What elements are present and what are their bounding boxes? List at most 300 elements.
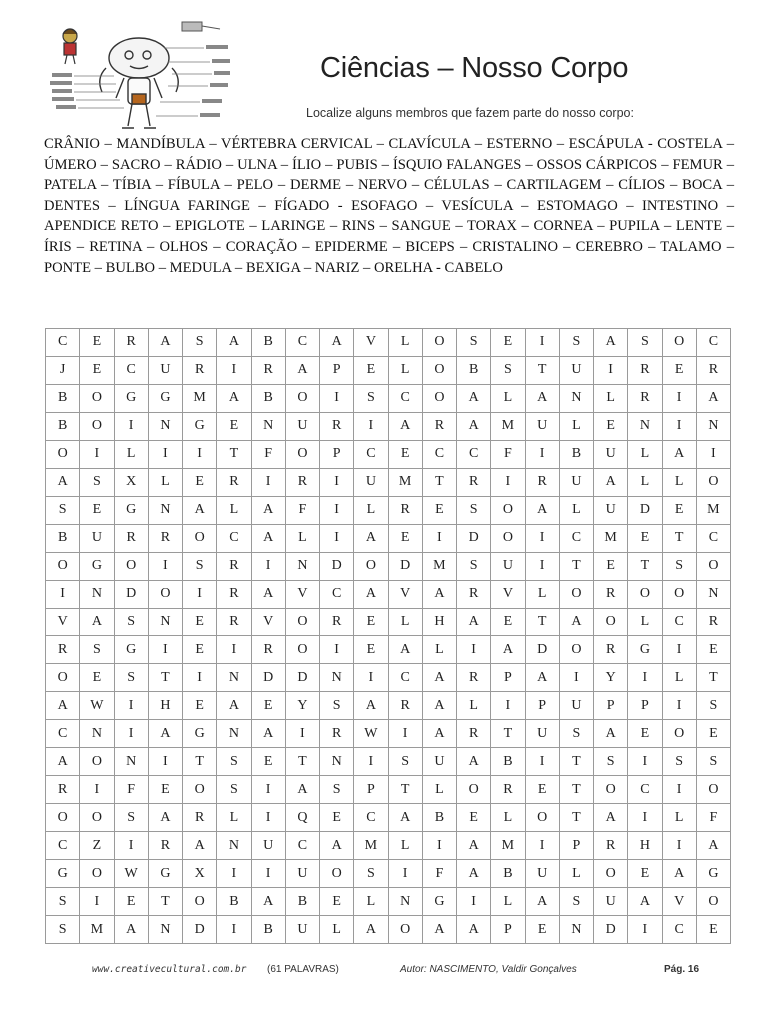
grid-cell[interactable]: A	[354, 916, 388, 944]
grid-cell[interactable]: A	[559, 608, 593, 636]
grid-cell[interactable]: L	[422, 636, 456, 664]
grid-cell[interactable]: A	[46, 468, 80, 496]
grid-cell[interactable]: I	[251, 860, 285, 888]
grid-cell[interactable]: H	[148, 692, 182, 720]
grid-cell[interactable]: A	[388, 804, 422, 832]
grid-cell[interactable]: A	[662, 860, 696, 888]
grid-cell[interactable]: E	[457, 804, 491, 832]
grid-cell[interactable]: C	[217, 524, 251, 552]
grid-cell[interactable]: U	[594, 888, 628, 916]
grid-cell[interactable]: L	[559, 496, 593, 524]
grid-cell[interactable]: O	[46, 440, 80, 468]
grid-cell[interactable]: G	[628, 636, 662, 664]
grid-cell[interactable]: I	[320, 524, 354, 552]
grid-cell[interactable]: P	[491, 916, 525, 944]
grid-cell[interactable]: U	[594, 496, 628, 524]
grid-cell[interactable]: R	[628, 384, 662, 412]
grid-cell[interactable]: A	[388, 412, 422, 440]
grid-cell[interactable]: E	[388, 524, 422, 552]
grid-cell[interactable]: P	[525, 692, 559, 720]
grid-cell[interactable]: E	[320, 888, 354, 916]
grid-cell[interactable]: U	[525, 720, 559, 748]
grid-cell[interactable]: F	[114, 776, 148, 804]
grid-cell[interactable]: I	[354, 664, 388, 692]
grid-cell[interactable]: S	[559, 888, 593, 916]
grid-cell[interactable]: I	[251, 776, 285, 804]
grid-cell[interactable]: A	[148, 329, 182, 357]
grid-cell[interactable]: F	[251, 440, 285, 468]
grid-cell[interactable]: N	[114, 748, 148, 776]
grid-cell[interactable]: R	[457, 664, 491, 692]
grid-cell[interactable]: S	[320, 692, 354, 720]
grid-cell[interactable]: I	[388, 720, 422, 748]
grid-cell[interactable]: O	[662, 720, 696, 748]
grid-cell[interactable]: C	[285, 832, 319, 860]
grid-cell[interactable]: Q	[285, 804, 319, 832]
grid-cell[interactable]: I	[662, 412, 696, 440]
grid-cell[interactable]: U	[354, 468, 388, 496]
grid-cell[interactable]: G	[183, 412, 217, 440]
grid-cell[interactable]: C	[388, 664, 422, 692]
grid-cell[interactable]: I	[457, 636, 491, 664]
grid-cell[interactable]: R	[457, 720, 491, 748]
grid-cell[interactable]: A	[217, 329, 251, 357]
grid-cell[interactable]: C	[696, 329, 730, 357]
grid-cell[interactable]: O	[80, 384, 114, 412]
grid-cell[interactable]: T	[525, 608, 559, 636]
grid-cell[interactable]: W	[80, 692, 114, 720]
grid-cell[interactable]: E	[183, 636, 217, 664]
grid-cell[interactable]: G	[148, 384, 182, 412]
grid-cell[interactable]: I	[114, 412, 148, 440]
grid-cell[interactable]: Z	[80, 832, 114, 860]
grid-cell[interactable]: I	[525, 524, 559, 552]
grid-cell[interactable]: I	[114, 832, 148, 860]
grid-cell[interactable]: C	[422, 440, 456, 468]
grid-cell[interactable]: A	[217, 692, 251, 720]
grid-cell[interactable]: A	[148, 720, 182, 748]
grid-cell[interactable]: S	[217, 776, 251, 804]
grid-cell[interactable]: A	[354, 580, 388, 608]
grid-cell[interactable]: D	[525, 636, 559, 664]
grid-cell[interactable]: C	[354, 804, 388, 832]
grid-cell[interactable]: I	[183, 664, 217, 692]
grid-cell[interactable]: A	[46, 748, 80, 776]
grid-cell[interactable]: O	[285, 384, 319, 412]
grid-cell[interactable]: L	[491, 384, 525, 412]
grid-cell[interactable]: Y	[285, 692, 319, 720]
grid-cell[interactable]: A	[525, 496, 559, 524]
grid-cell[interactable]: S	[114, 608, 148, 636]
grid-cell[interactable]: P	[491, 664, 525, 692]
grid-cell[interactable]: X	[114, 468, 148, 496]
grid-cell[interactable]: I	[422, 524, 456, 552]
grid-cell[interactable]: A	[388, 636, 422, 664]
grid-cell[interactable]: C	[559, 524, 593, 552]
grid-cell[interactable]: R	[217, 608, 251, 636]
grid-cell[interactable]: A	[457, 832, 491, 860]
grid-cell[interactable]: O	[696, 776, 730, 804]
grid-cell[interactable]: S	[696, 692, 730, 720]
grid-cell[interactable]: R	[594, 832, 628, 860]
grid-cell[interactable]: I	[628, 916, 662, 944]
grid-cell[interactable]: R	[388, 496, 422, 524]
grid-cell[interactable]: E	[80, 329, 114, 357]
grid-cell[interactable]: N	[217, 832, 251, 860]
grid-cell[interactable]: O	[285, 608, 319, 636]
grid-cell[interactable]: G	[114, 384, 148, 412]
grid-cell[interactable]: I	[183, 580, 217, 608]
grid-cell[interactable]: B	[559, 440, 593, 468]
grid-cell[interactable]: L	[525, 580, 559, 608]
grid-cell[interactable]: A	[594, 468, 628, 496]
grid-cell[interactable]: R	[148, 524, 182, 552]
grid-cell[interactable]: I	[320, 636, 354, 664]
grid-cell[interactable]: C	[46, 329, 80, 357]
grid-cell[interactable]: G	[46, 860, 80, 888]
grid-cell[interactable]: S	[183, 552, 217, 580]
grid-cell[interactable]: A	[320, 329, 354, 357]
grid-cell[interactable]: N	[148, 496, 182, 524]
grid-cell[interactable]: L	[491, 804, 525, 832]
grid-cell[interactable]: I	[354, 412, 388, 440]
grid-cell[interactable]: I	[525, 440, 559, 468]
grid-cell[interactable]: N	[148, 916, 182, 944]
grid-cell[interactable]: S	[594, 748, 628, 776]
grid-cell[interactable]: R	[320, 720, 354, 748]
grid-cell[interactable]: A	[662, 440, 696, 468]
grid-cell[interactable]: O	[80, 804, 114, 832]
grid-cell[interactable]: N	[696, 412, 730, 440]
grid-cell[interactable]: E	[183, 608, 217, 636]
grid-cell[interactable]: T	[559, 552, 593, 580]
grid-cell[interactable]: B	[491, 748, 525, 776]
grid-cell[interactable]: I	[148, 636, 182, 664]
grid-cell[interactable]: I	[148, 748, 182, 776]
grid-cell[interactable]: C	[662, 916, 696, 944]
grid-cell[interactable]: V	[491, 580, 525, 608]
grid-cell[interactable]: T	[662, 524, 696, 552]
grid-cell[interactable]: T	[559, 804, 593, 832]
grid-cell[interactable]: L	[662, 468, 696, 496]
grid-cell[interactable]: D	[388, 552, 422, 580]
grid-cell[interactable]: M	[594, 524, 628, 552]
grid-cell[interactable]: O	[594, 860, 628, 888]
grid-cell[interactable]: L	[628, 440, 662, 468]
grid-cell[interactable]: E	[594, 412, 628, 440]
grid-cell[interactable]: B	[46, 384, 80, 412]
grid-cell[interactable]: E	[148, 776, 182, 804]
grid-cell[interactable]: L	[559, 860, 593, 888]
grid-cell[interactable]: O	[354, 552, 388, 580]
grid-cell[interactable]: R	[594, 636, 628, 664]
grid-cell[interactable]: I	[217, 356, 251, 384]
grid-cell[interactable]: M	[422, 552, 456, 580]
grid-cell[interactable]: A	[594, 804, 628, 832]
grid-cell[interactable]: U	[285, 412, 319, 440]
grid-cell[interactable]: S	[354, 384, 388, 412]
grid-cell[interactable]: D	[628, 496, 662, 524]
grid-cell[interactable]: E	[696, 720, 730, 748]
grid-cell[interactable]: L	[662, 804, 696, 832]
grid-cell[interactable]: B	[46, 524, 80, 552]
grid-cell[interactable]: I	[457, 888, 491, 916]
grid-cell[interactable]: U	[148, 356, 182, 384]
grid-cell[interactable]: O	[696, 552, 730, 580]
grid-cell[interactable]: I	[183, 440, 217, 468]
grid-cell[interactable]: R	[114, 524, 148, 552]
grid-cell[interactable]: A	[354, 524, 388, 552]
grid-cell[interactable]: I	[320, 468, 354, 496]
grid-cell[interactable]: M	[491, 832, 525, 860]
grid-cell[interactable]: M	[80, 916, 114, 944]
grid-cell[interactable]: I	[217, 916, 251, 944]
grid-cell[interactable]: I	[696, 440, 730, 468]
grid-cell[interactable]: I	[114, 692, 148, 720]
grid-cell[interactable]: B	[217, 888, 251, 916]
grid-cell[interactable]: N	[696, 580, 730, 608]
grid-cell[interactable]: A	[148, 804, 182, 832]
grid-cell[interactable]: R	[148, 832, 182, 860]
grid-cell[interactable]: S	[217, 748, 251, 776]
grid-cell[interactable]: A	[457, 608, 491, 636]
grid-cell[interactable]: U	[251, 832, 285, 860]
grid-cell[interactable]: A	[354, 692, 388, 720]
grid-cell[interactable]: S	[80, 468, 114, 496]
grid-cell[interactable]: G	[114, 496, 148, 524]
grid-cell[interactable]: I	[388, 860, 422, 888]
grid-cell[interactable]: R	[696, 356, 730, 384]
grid-cell[interactable]: X	[183, 860, 217, 888]
grid-cell[interactable]: C	[696, 524, 730, 552]
grid-cell[interactable]: O	[183, 888, 217, 916]
grid-cell[interactable]: I	[354, 748, 388, 776]
grid-cell[interactable]: S	[491, 356, 525, 384]
grid-cell[interactable]: A	[457, 748, 491, 776]
grid-cell[interactable]: E	[662, 356, 696, 384]
grid-cell[interactable]: N	[80, 580, 114, 608]
grid-cell[interactable]: I	[320, 384, 354, 412]
grid-cell[interactable]: A	[183, 496, 217, 524]
grid-cell[interactable]: O	[285, 440, 319, 468]
grid-cell[interactable]: E	[183, 468, 217, 496]
grid-cell[interactable]: A	[285, 356, 319, 384]
grid-cell[interactable]: F	[285, 496, 319, 524]
grid-cell[interactable]: M	[696, 496, 730, 524]
grid-cell[interactable]: A	[422, 580, 456, 608]
grid-cell[interactable]: P	[559, 832, 593, 860]
grid-cell[interactable]: U	[559, 356, 593, 384]
grid-cell[interactable]: U	[491, 552, 525, 580]
grid-cell[interactable]: V	[388, 580, 422, 608]
grid-cell[interactable]: P	[320, 440, 354, 468]
grid-cell[interactable]: O	[183, 776, 217, 804]
grid-cell[interactable]: O	[114, 552, 148, 580]
grid-cell[interactable]: Y	[594, 664, 628, 692]
grid-cell[interactable]: C	[354, 440, 388, 468]
grid-cell[interactable]: N	[320, 664, 354, 692]
grid-cell[interactable]: T	[183, 748, 217, 776]
grid-cell[interactable]: L	[662, 664, 696, 692]
grid-cell[interactable]: R	[457, 580, 491, 608]
grid-cell[interactable]: I	[525, 552, 559, 580]
grid-cell[interactable]: E	[80, 356, 114, 384]
grid-cell[interactable]: B	[285, 888, 319, 916]
grid-cell[interactable]: S	[457, 552, 491, 580]
grid-cell[interactable]: L	[491, 888, 525, 916]
grid-cell[interactable]: L	[148, 468, 182, 496]
grid-cell[interactable]: N	[148, 608, 182, 636]
grid-cell[interactable]: O	[491, 496, 525, 524]
grid-cell[interactable]: R	[46, 636, 80, 664]
grid-cell[interactable]: A	[457, 384, 491, 412]
grid-cell[interactable]: W	[354, 720, 388, 748]
grid-cell[interactable]: L	[457, 692, 491, 720]
grid-cell[interactable]: D	[457, 524, 491, 552]
grid-cell[interactable]: A	[251, 888, 285, 916]
grid-cell[interactable]: I	[80, 776, 114, 804]
grid-cell[interactable]: O	[183, 524, 217, 552]
grid-cell[interactable]: S	[80, 636, 114, 664]
grid-cell[interactable]: E	[491, 329, 525, 357]
grid-cell[interactable]: O	[696, 888, 730, 916]
grid-cell[interactable]: N	[628, 412, 662, 440]
grid-cell[interactable]: E	[320, 804, 354, 832]
grid-cell[interactable]: R	[594, 580, 628, 608]
grid-cell[interactable]: F	[696, 804, 730, 832]
grid-cell[interactable]: N	[251, 412, 285, 440]
grid-cell[interactable]: O	[46, 804, 80, 832]
grid-cell[interactable]: S	[628, 329, 662, 357]
grid-cell[interactable]: M	[388, 468, 422, 496]
grid-cell[interactable]: P	[354, 776, 388, 804]
grid-cell[interactable]: B	[457, 356, 491, 384]
grid-cell[interactable]: C	[457, 440, 491, 468]
grid-cell[interactable]: J	[46, 356, 80, 384]
grid-cell[interactable]: R	[114, 329, 148, 357]
grid-cell[interactable]: A	[422, 916, 456, 944]
grid-cell[interactable]: O	[457, 776, 491, 804]
grid-cell[interactable]: A	[251, 496, 285, 524]
grid-cell[interactable]: E	[525, 776, 559, 804]
grid-cell[interactable]: U	[594, 440, 628, 468]
grid-cell[interactable]: L	[388, 608, 422, 636]
grid-cell[interactable]: L	[217, 496, 251, 524]
grid-cell[interactable]: A	[285, 776, 319, 804]
grid-cell[interactable]: L	[285, 524, 319, 552]
grid-cell[interactable]: E	[525, 916, 559, 944]
grid-cell[interactable]: F	[491, 440, 525, 468]
grid-cell[interactable]: A	[594, 329, 628, 357]
grid-cell[interactable]: B	[46, 412, 80, 440]
grid-cell[interactable]: I	[80, 888, 114, 916]
grid-cell[interactable]: O	[559, 636, 593, 664]
grid-cell[interactable]: I	[559, 664, 593, 692]
grid-cell[interactable]: O	[525, 804, 559, 832]
grid-cell[interactable]: I	[525, 832, 559, 860]
grid-cell[interactable]: A	[525, 888, 559, 916]
grid-cell[interactable]: V	[662, 888, 696, 916]
grid-cell[interactable]: A	[251, 580, 285, 608]
grid-cell[interactable]: U	[559, 692, 593, 720]
grid-cell[interactable]: U	[525, 860, 559, 888]
grid-cell[interactable]: C	[662, 608, 696, 636]
grid-cell[interactable]: S	[46, 888, 80, 916]
grid-cell[interactable]: E	[422, 496, 456, 524]
grid-cell[interactable]: B	[251, 384, 285, 412]
grid-cell[interactable]: A	[525, 384, 559, 412]
grid-cell[interactable]: O	[320, 860, 354, 888]
grid-cell[interactable]: I	[491, 692, 525, 720]
grid-cell[interactable]: C	[46, 832, 80, 860]
grid-cell[interactable]: B	[251, 916, 285, 944]
grid-cell[interactable]: F	[422, 860, 456, 888]
grid-cell[interactable]: A	[594, 720, 628, 748]
grid-cell[interactable]: O	[422, 356, 456, 384]
grid-cell[interactable]: N	[388, 888, 422, 916]
grid-cell[interactable]: R	[628, 356, 662, 384]
grid-cell[interactable]: V	[354, 329, 388, 357]
grid-cell[interactable]: S	[183, 329, 217, 357]
grid-cell[interactable]: O	[594, 776, 628, 804]
grid-cell[interactable]: O	[594, 608, 628, 636]
grid-cell[interactable]: D	[183, 916, 217, 944]
grid-cell[interactable]: R	[422, 412, 456, 440]
grid-cell[interactable]: R	[217, 552, 251, 580]
grid-cell[interactable]: O	[80, 412, 114, 440]
grid-cell[interactable]: A	[251, 720, 285, 748]
grid-cell[interactable]: E	[491, 608, 525, 636]
grid-cell[interactable]: A	[457, 860, 491, 888]
grid-cell[interactable]: E	[388, 440, 422, 468]
grid-cell[interactable]: T	[422, 468, 456, 496]
grid-cell[interactable]: P	[320, 356, 354, 384]
grid-cell[interactable]: I	[628, 748, 662, 776]
grid-cell[interactable]: C	[628, 776, 662, 804]
grid-cell[interactable]: V	[46, 608, 80, 636]
grid-cell[interactable]: B	[251, 329, 285, 357]
grid-cell[interactable]: G	[114, 636, 148, 664]
grid-cell[interactable]: O	[388, 916, 422, 944]
grid-cell[interactable]: I	[46, 580, 80, 608]
grid-cell[interactable]: C	[285, 329, 319, 357]
grid-cell[interactable]: U	[525, 412, 559, 440]
grid-cell[interactable]: R	[285, 468, 319, 496]
grid-cell[interactable]: S	[114, 804, 148, 832]
grid-cell[interactable]: E	[628, 524, 662, 552]
grid-cell[interactable]: R	[320, 608, 354, 636]
grid-cell[interactable]: O	[46, 664, 80, 692]
grid-cell[interactable]: E	[696, 916, 730, 944]
grid-cell[interactable]: I	[662, 832, 696, 860]
grid-cell[interactable]: A	[491, 636, 525, 664]
grid-cell[interactable]: P	[594, 692, 628, 720]
grid-cell[interactable]: M	[491, 412, 525, 440]
grid-cell[interactable]: O	[491, 524, 525, 552]
grid-cell[interactable]: L	[354, 496, 388, 524]
grid-cell[interactable]: R	[251, 356, 285, 384]
grid-cell[interactable]: O	[662, 329, 696, 357]
grid-cell[interactable]: G	[422, 888, 456, 916]
grid-cell[interactable]: S	[662, 552, 696, 580]
grid-cell[interactable]: R	[251, 636, 285, 664]
grid-cell[interactable]: O	[662, 580, 696, 608]
grid-cell[interactable]: O	[422, 384, 456, 412]
grid-cell[interactable]: G	[183, 720, 217, 748]
grid-cell[interactable]: E	[594, 552, 628, 580]
grid-cell[interactable]: A	[696, 384, 730, 412]
grid-cell[interactable]: A	[422, 720, 456, 748]
